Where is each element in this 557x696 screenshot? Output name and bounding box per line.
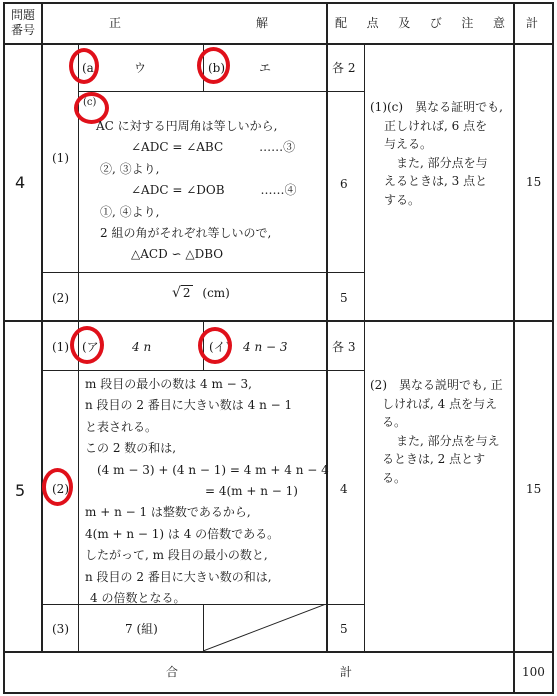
grand-total: 100: [522, 665, 545, 679]
q4-c-label: (c): [83, 97, 97, 108]
q4-a-value: ウ: [134, 61, 147, 75]
q4-part2-answer: √ 2 (cm): [172, 285, 230, 301]
sqrt-radicand: 2: [182, 286, 191, 300]
q4-a-circle-mark: [69, 48, 99, 84]
q5-a-value: 4 n: [132, 340, 152, 354]
q4-a-label: (a): [82, 61, 99, 75]
q4-c-proof: AC に対する円周角は等しいから, ∠ADC = ∠ABC ……③ ②, ③より, ∠ADC = ∠DOB ……④ ①, ④より, 2 組の角がそれぞれ等しいので, △ACD ∽ △DBO: [96, 119, 297, 262]
q5-part3-label: (3): [52, 622, 69, 636]
strike-diagonal: [203, 604, 326, 651]
q5-notes: (2) 異なる説明でも, 正 しければ, 4 点を与え る。 また, 部分点を与え るときは, 2 点とす る。: [370, 378, 503, 485]
header-answer-2: 解: [256, 16, 269, 30]
q5-part3-points: 5: [340, 622, 348, 636]
sum-label-2: 計: [340, 665, 353, 679]
q4-ab-points: 各 2: [332, 61, 356, 75]
q5-b-label: (イ): [209, 340, 231, 354]
q5-ab-points: 各 3: [332, 340, 356, 354]
q4-part1-label: (1): [52, 151, 69, 165]
header-points-notes: 配 点 及 び 注 意: [335, 16, 505, 30]
q5-part3-value: 7 (組): [125, 622, 158, 636]
q4-b-circle-mark: [197, 47, 230, 84]
header-total: 計: [526, 16, 539, 30]
sum-label-1: 合: [166, 665, 179, 679]
q5-part1-label: (1): [52, 340, 69, 354]
q4-c-points: 6: [340, 177, 348, 191]
q5-a-circle-mark: [70, 326, 104, 364]
q4-total: 15: [526, 175, 542, 189]
q5-b-value: 4 n − 3: [243, 340, 288, 354]
q4-number: 4: [15, 173, 26, 192]
q5-b-circle-mark: [198, 327, 232, 364]
header-problem-number: 問題 番号: [10, 8, 35, 37]
q5-part2-explanation: m 段目の最小の数は 4 m − 3, n 段目の 2 番目に大きい数は 4 n − 1 と表される。 この 2 数の和は, (4 m − 3) + (4 n − 1) = 4 m + 4 n − 4 = 4(m + n − 1) m + n − 1 は整数であるから, 4(m + n − 1) は 4 の倍数である。 したがって, m 段目の最小の数と, n 段目の 2 番目に大きい数の和は, 4 の倍数となる。: [85, 377, 329, 606]
q4-part2-label: (2): [52, 291, 69, 305]
q5-part2-points: 4: [340, 482, 348, 496]
q5-total: 15: [526, 482, 542, 496]
header-answer-1: 正: [109, 16, 122, 30]
q5-part2-label: (2): [52, 482, 69, 496]
q4-b-value: エ: [259, 61, 272, 75]
q5-number: 5: [15, 481, 26, 500]
q4-part2-points: 5: [340, 291, 348, 305]
q5-a-label: (ア): [82, 340, 104, 354]
q4-notes: (1)(c) 異なる証明でも, 正しければ, 6 点を 与える。 また, 部分点を与 えるときは, 3 点と する。: [370, 100, 503, 207]
q4-b-label: (b): [208, 61, 226, 75]
q4-part2-unit: (cm): [202, 286, 230, 300]
